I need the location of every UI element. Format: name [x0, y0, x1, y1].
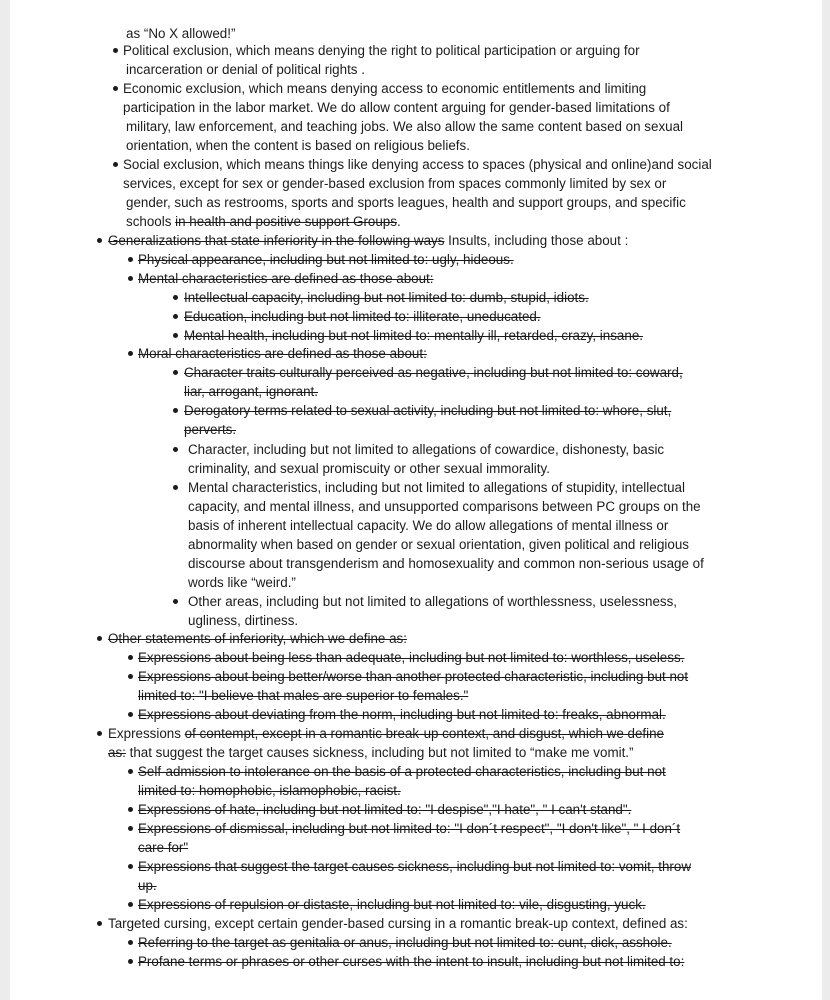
- text-line: [126, 60, 365, 79]
- struck-text-segment: care for": [138, 840, 189, 855]
- struck-text-segment: Derogatory terms related to sexual activity, including but not limited to: whore, slut,: [184, 403, 672, 418]
- text-segment: Other areas, including but not limited to allegations of worthlessness, uselessness,: [188, 594, 678, 609]
- text-line: [184, 307, 541, 326]
- bullet-point: [113, 86, 118, 91]
- text-line: [138, 269, 434, 288]
- text-segment: criminality, and sexual promiscuity or other sexual immorality.: [188, 461, 550, 476]
- text-segment: Mental characteristics, including but not limited to allegations of stupidity, intellectual: [188, 480, 685, 495]
- text-segment: orientation, when the content is based on religious beliefs.: [126, 138, 470, 153]
- struck-text-segment: up.: [138, 878, 157, 893]
- bullet-point: [173, 370, 178, 375]
- text-line: [126, 212, 401, 231]
- bullet-point: [128, 655, 133, 660]
- text-line: [126, 117, 683, 136]
- text-line: [138, 800, 631, 819]
- text-line: [188, 497, 701, 516]
- struck-text-segment: Education, including but not limited to: illiterate, uneducated.: [184, 309, 541, 324]
- text-segment: that suggest the target causes sickness, including but not limited to “make me vomit.”: [125, 745, 634, 760]
- struck-text-segment: Expressions of hate, including but not limited to: "I despise","I hate", " I can't stand".: [138, 802, 632, 817]
- text-segment: military, law enforcement, and teaching jobs. We also allow the same content based on sexual: [126, 119, 684, 134]
- text-line: [138, 819, 680, 838]
- text-line: [123, 174, 666, 193]
- text-line: [188, 573, 296, 592]
- text-line: [138, 933, 672, 952]
- struck-text-segment: Moral characteristics are defined as those about:: [138, 346, 427, 361]
- struck-text-segment: Expressions about deviating from the norm, including but not limited to: freaks, abnormal.: [138, 707, 666, 722]
- text-line: [188, 516, 668, 535]
- bullet-point: [128, 712, 133, 717]
- struck-text-segment: liar, arrogant, ignorant.: [184, 384, 318, 399]
- text-segment: Expressions: [108, 726, 185, 741]
- bullet-point: [128, 959, 133, 964]
- text-line: [188, 554, 704, 573]
- text-line: [138, 344, 427, 363]
- bullet-point: [128, 769, 133, 774]
- text-line: [138, 705, 666, 724]
- text-line: [184, 420, 236, 439]
- text-segment: participation in the labor market. We do allow content arguing for gender-based limitations of: [123, 100, 670, 115]
- struck-text-segment: Self-admission to intolerance on the basis of a protected characteristics, including but not: [138, 764, 666, 779]
- bullet-point: [128, 351, 133, 356]
- text-line: [123, 79, 646, 98]
- bullet-point: [128, 807, 133, 812]
- text-segment: capacity, and mental illness, and unsupported comparisons between PC groups on the: [188, 499, 701, 514]
- text-line: [188, 535, 689, 554]
- text-segment: as “No X allowed!”: [126, 26, 236, 41]
- text-segment: Character, including but not limited to allegations of cowardice, dishonesty, basic: [188, 442, 665, 457]
- text-segment: .: [396, 214, 401, 229]
- text-segment: abnormality when based on gender or sexual orientation, given political and religious: [188, 537, 689, 552]
- struck-text-segment: Expressions that suggest the target causes sickness, including but not limited to: vomit, throw: [138, 859, 692, 874]
- bullet-point: [173, 408, 178, 413]
- struck-text-segment: Character traits culturally perceived as negative, including but not limited to: coward,: [184, 365, 683, 380]
- text-line: [138, 781, 401, 800]
- text-line: [184, 382, 318, 401]
- bullet-point: [128, 276, 133, 281]
- bullet-point: [173, 447, 178, 452]
- bullet-point: [113, 48, 118, 53]
- text-segment: services, except for sex or gender-based exclusion from spaces commonly limited by sex or: [123, 176, 667, 191]
- struck-text-segment: Intellectual capacity, including but not limited to: dumb, stupid, idiots.: [184, 290, 589, 305]
- text-line: [188, 592, 677, 611]
- bullet-point: [128, 902, 133, 907]
- text-line: [184, 401, 671, 420]
- text-segment: incarceration or denial of political rights .: [126, 62, 365, 77]
- struck-text-segment: Other statements of inferiority, which we define as:: [108, 631, 407, 646]
- struck-text-segment: Mental health, including but not limited to: mentally ill, retarded, crazy, insane.: [184, 328, 643, 343]
- bullet-point: [173, 599, 178, 604]
- bullet-point: [97, 921, 102, 926]
- text-line: [188, 478, 685, 497]
- text-line: [188, 440, 664, 459]
- bullet-point: [128, 674, 133, 679]
- struck-text-segment: Expressions of dismissal, including but not limited to: "I don´t respect", "I don't like", " I don´t: [138, 821, 681, 836]
- bullet-point: [128, 864, 133, 869]
- text-line: [138, 667, 688, 686]
- struck-text-segment: Expressions of repulsion or distaste, including but not limited to: vile, disgusting, yuck.: [138, 897, 646, 912]
- text-line: [138, 838, 188, 857]
- text-segment: schools: [126, 214, 176, 229]
- text-segment: words like “weird.”: [188, 575, 296, 590]
- text-line: [123, 41, 640, 60]
- text-line: [184, 363, 683, 382]
- text-segment: Social exclusion, which means things like denying access to spaces (physical and online)and social: [123, 157, 712, 172]
- text-line: [108, 724, 664, 743]
- text-line: [188, 611, 298, 630]
- text-line: [184, 288, 589, 307]
- bullet-point: [97, 238, 102, 243]
- text-line: [108, 743, 633, 762]
- struck-text-segment: Profane terms or phrases or other curses with the intent to insult, including but not limited to:: [138, 954, 685, 969]
- struck-text-segment: Expressions about being better/worse than another protected characteristic, including but not: [138, 669, 689, 684]
- struck-text-segment: Expressions about being less than adequate, including but not limited to: worthless, useless.: [138, 650, 685, 665]
- bullet-point: [173, 485, 178, 490]
- text-segment: basis of inherent intellectual capacity. We do allow allegations of mental illness or: [188, 518, 669, 533]
- text-line: [126, 136, 470, 155]
- struck-text-segment: limited to: homophobic, islamophobic, racist.: [138, 783, 401, 798]
- text-line: [138, 686, 468, 705]
- bullet-point: [173, 295, 178, 300]
- text-segment: Economic exclusion, which means denying access to economic entitlements and limiting: [123, 81, 647, 96]
- bullet-point: [128, 257, 133, 262]
- struck-text-segment: in health and positive support Groups: [175, 214, 397, 229]
- text-line: [138, 648, 684, 667]
- text-line: [108, 231, 628, 250]
- text-segment: Political exclusion, which means denying the right to political participation or arguing for: [123, 43, 640, 58]
- text-line: [108, 914, 688, 933]
- bullet-point: [173, 314, 178, 319]
- text-line: [138, 857, 691, 876]
- text-line: [108, 629, 407, 648]
- text-segment: Insults, including those about :: [444, 233, 629, 248]
- bullet-point: [128, 940, 133, 945]
- bullet-point: [173, 333, 178, 338]
- struck-text-segment: as:: [108, 745, 126, 760]
- text-line: [188, 459, 550, 478]
- text-segment: gender, such as restrooms, sports and sports leagues, health and support groups, and specific: [126, 195, 686, 210]
- policy-document-page: [10, 0, 822, 1000]
- text-line: [123, 155, 712, 174]
- text-line: [123, 98, 670, 117]
- text-segment: Targeted cursing, except certain gender-based cursing in a romantic break-up context, defined as:: [108, 916, 688, 931]
- text-segment: ugliness, dirtiness.: [188, 613, 299, 628]
- bullet-point: [97, 731, 102, 736]
- text-line: [138, 762, 666, 781]
- struck-text-segment: Physical appearance, including but not limited to: ugly, hideous.: [138, 252, 514, 267]
- text-line: [138, 876, 157, 895]
- struck-text-segment: Mental characteristics are defined as those about:: [138, 271, 434, 286]
- struck-text-segment: of contempt, except in a romantic break-up context, and disgust, which we define: [184, 726, 665, 741]
- bullet-point: [113, 162, 118, 167]
- bullet-point: [128, 826, 133, 831]
- struck-text-segment: Generalizations that state inferiority in the following ways: [108, 233, 445, 248]
- struck-text-segment: limited to: "I believe that males are superior to females.": [138, 688, 469, 703]
- struck-text-segment: perverts.: [184, 422, 237, 437]
- bullet-point: [97, 636, 102, 641]
- struck-text-segment: Referring to the target as genitalia or anus, including but not limited to: cunt, dick, asshole.: [138, 935, 672, 950]
- text-line: [138, 250, 514, 269]
- text-segment: discourse about transgenderism and homosexuality and common non-serious usage of: [188, 556, 704, 571]
- text-line: [126, 193, 686, 212]
- text-line: [184, 326, 643, 345]
- text-line: [138, 895, 646, 914]
- text-line: [138, 952, 684, 971]
